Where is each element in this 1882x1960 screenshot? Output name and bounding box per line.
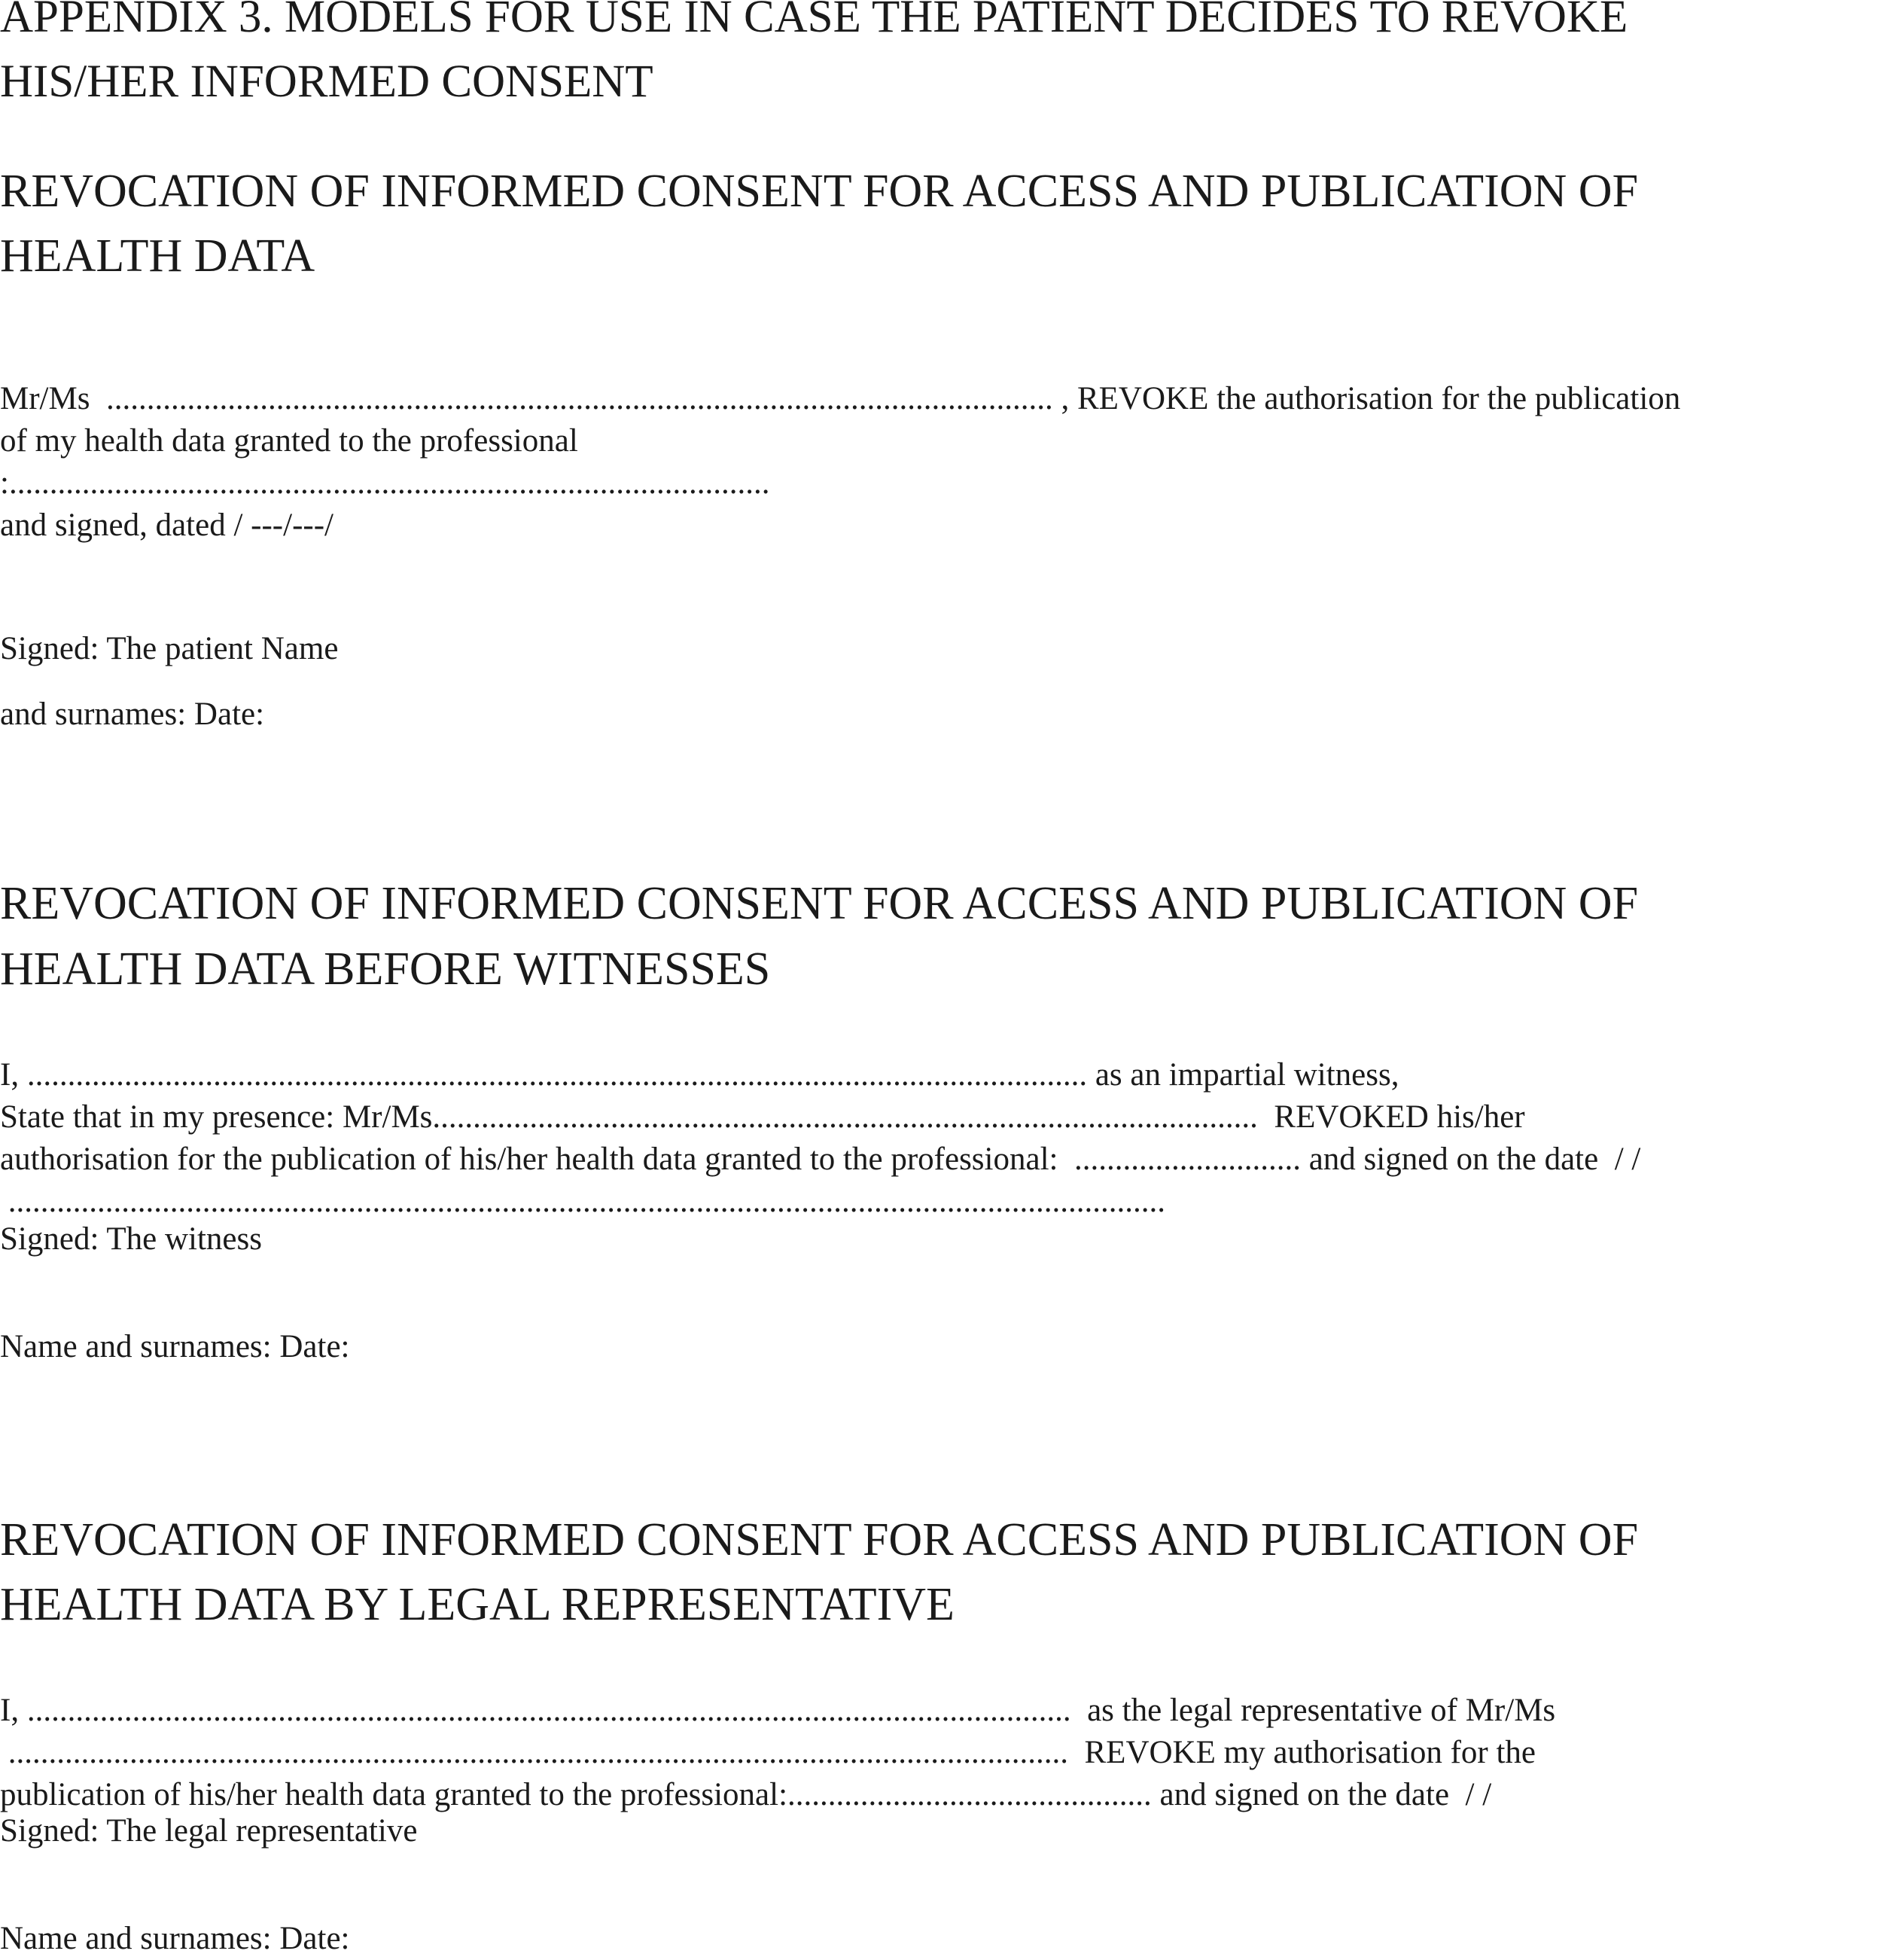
section2-body-line: I, ................................................................................................................................... as an impartial witness, [0, 1057, 1399, 1093]
appendix-title-line-1: APPENDIX 3. MODELS FOR USE IN CASE THE PATIENT DECIDES TO REVOKE [0, 0, 1628, 42]
section2-body-line: State that in my presence: Mr/Ms...................................................................................................... REVOKED his/her [0, 1099, 1525, 1135]
section1-body-line: :.............................................................................................. [0, 465, 770, 501]
section1-name-date: and surnames: Date: [0, 697, 265, 732]
section3-title-line-1: REVOCATION OF INFORMED CONSENT FOR ACCESS AND PUBLICATION OF [0, 1514, 1639, 1565]
section1-body-line: and signed, dated / ---/---/ [0, 508, 333, 543]
section2-title-line-1: REVOCATION OF INFORMED CONSENT FOR ACCESS AND PUBLICATION OF [0, 878, 1639, 929]
section2-signed-witness: Signed: The witness [0, 1221, 262, 1257]
section2-title-line-2: HEALTH DATA BEFORE WITNESSES [0, 943, 771, 995]
section2-name-date: Name and surnames: Date: [0, 1329, 350, 1364]
section3-name-date: Name and surnames: Date: [0, 1921, 350, 1956]
section2-body-line: authorisation for the publication of his/her health data granted to the professional: ............................ and signed on the date / / [0, 1142, 1641, 1177]
appendix-title-line-2: HIS/HER INFORMED CONSENT [0, 56, 653, 107]
section1-signed-patient: Signed: The patient Name [0, 631, 339, 666]
section2-body-line: ............................................................................................................................................... [0, 1184, 1165, 1219]
section1-body-line: of my health data granted to the professional [0, 423, 578, 459]
section3-title-line-2: HEALTH DATA BY LEGAL REPRESENTATIVE [0, 1579, 955, 1630]
section3-body-line: ................................................................................................................................... REVOKE my authorisation for the [0, 1735, 1536, 1770]
section1-title-line-1: REVOCATION OF INFORMED CONSENT FOR ACCESS AND PUBLICATION OF [0, 166, 1639, 217]
section1-title-line-2: HEALTH DATA [0, 230, 315, 282]
section1-body-line: Mr/Ms ..................................................................................................................... , REVOKE the authorisation for the publication [0, 381, 1681, 416]
section3-body-line: publication of his/her health data granted to the professional:............................................. and signed on the date / / [0, 1777, 1492, 1812]
section3-signed-representative: Signed: The legal representative [0, 1813, 418, 1849]
section3-body-line: I, ................................................................................................................................. as the legal representative of Mr/Ms [0, 1693, 1556, 1728]
